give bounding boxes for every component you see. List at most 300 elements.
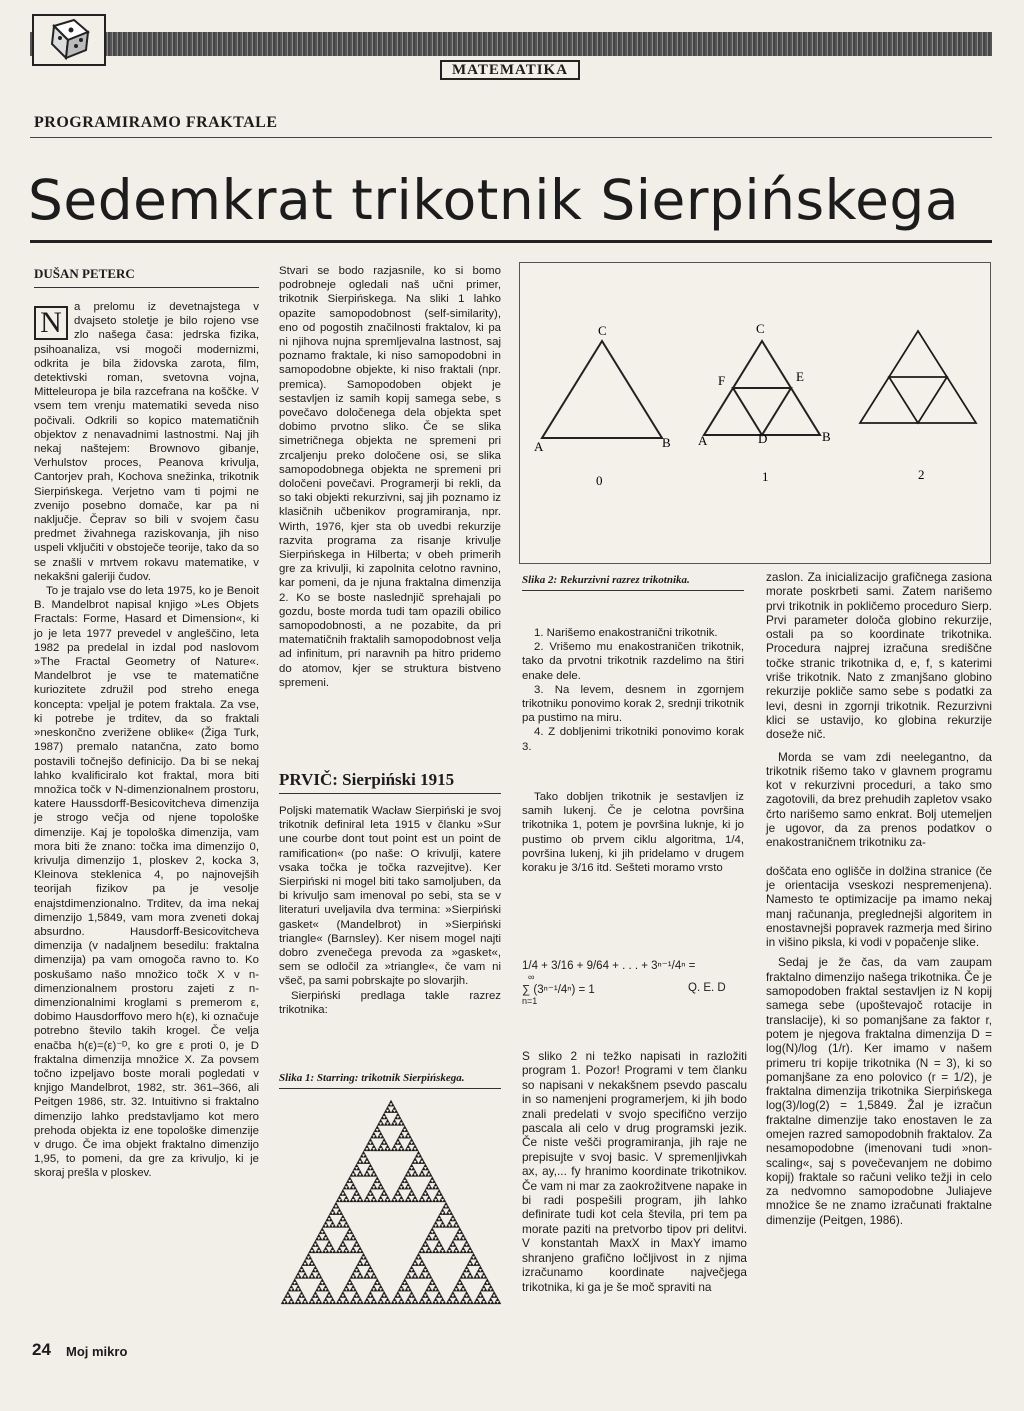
triangle-cell	[355, 1240, 358, 1243]
triangle-cell	[480, 1301, 483, 1304]
step-label: 0	[596, 473, 603, 488]
triangle-cell	[291, 1301, 294, 1304]
triangle-cell	[489, 1285, 492, 1288]
triangle-cell	[465, 1291, 468, 1294]
triangle-cell	[384, 1301, 387, 1304]
triangle-cell	[367, 1199, 370, 1202]
triangle-cell	[360, 1256, 363, 1259]
triangle-cell	[376, 1177, 379, 1180]
triangle-cell	[415, 1154, 418, 1157]
triangle-cell	[346, 1288, 349, 1291]
triangle-cell	[298, 1301, 301, 1304]
triangle-cell	[355, 1291, 358, 1294]
kicker: PROGRAMIRAMO FRAKTALE	[34, 114, 278, 131]
triangle-cell	[432, 1250, 435, 1253]
triangle-cell	[406, 1196, 409, 1199]
triangle-cell	[309, 1263, 312, 1266]
triangle-cell	[477, 1301, 480, 1304]
triangle-cell	[439, 1294, 442, 1297]
paragraph: zaslon. Za inicializacijo grafičnega zasiona morate poskrbeti sami. Zatem narišemo prvi trikotnik in pokličemo proceduro Sierp. Prvi parameter določa globino rekurzije, ostali pa so koordinate trikotnika. Procedura najprej izračuna središčne točke stranic trikotnika d, e, f, s katerimi vriše trikotnik. Nato z zmanjšano globino rekurzije pokliče samo sebe s podatki za levi, desni in zgornji trikotnik. Rezurzivni klici se ustavijo, ko globina rekurzije doseže nič.	[766, 570, 992, 742]
triangle-cell	[326, 1288, 329, 1291]
triangle-cell	[467, 1269, 470, 1272]
triangle-cell	[315, 1294, 318, 1297]
triangle-cell	[346, 1180, 349, 1183]
triangle-cell	[370, 1275, 373, 1278]
triangle-cell	[434, 1298, 437, 1301]
triangle-cell	[420, 1298, 423, 1301]
triangle-cell	[449, 1294, 452, 1297]
triangle-cell	[456, 1237, 459, 1240]
triangle-cell	[424, 1291, 427, 1294]
triangle-cell	[322, 1282, 325, 1285]
triangle-cell	[331, 1298, 334, 1301]
triangle-cell	[291, 1282, 294, 1285]
triangle-cell	[351, 1170, 354, 1173]
triangle-cell	[479, 1266, 482, 1269]
triangle-cell	[334, 1202, 337, 1205]
triangle-cell	[393, 1145, 396, 1148]
triangle-cell	[336, 1205, 339, 1208]
triangle-cell	[336, 1301, 339, 1304]
triangle-cell	[455, 1298, 458, 1301]
triangle-cell	[365, 1170, 368, 1173]
triangle-cell	[339, 1218, 342, 1221]
triangle-cell	[382, 1291, 385, 1294]
triangle-cell	[432, 1282, 435, 1285]
triangle-cell	[393, 1298, 396, 1301]
subheading: PRVIČ: Sierpiński 1915	[279, 770, 501, 794]
triangle-cell	[345, 1247, 348, 1250]
triangle-cell	[300, 1266, 303, 1269]
triangle-cell	[339, 1199, 342, 1202]
triangle-cell	[324, 1298, 327, 1301]
triangle-cell	[453, 1237, 456, 1240]
triangle-cell	[470, 1275, 473, 1278]
triangle-cell	[372, 1196, 375, 1199]
triangle-cell	[343, 1199, 346, 1202]
series-formula	[522, 958, 762, 1006]
triangle-cell	[477, 1269, 480, 1272]
triangle-cell	[463, 1237, 466, 1240]
figure-2-caption: Slika 2: Rekurzivni razrez trikotnika.	[522, 574, 744, 591]
triangle-cell	[350, 1237, 353, 1240]
triangle-cell	[377, 1282, 380, 1285]
triangle-cell	[370, 1269, 373, 1272]
triangle-cell	[413, 1259, 416, 1262]
paragraph: Poljski matematik Wacław Sierpiński je svoj trikotnik definiral leta 1915 v članku »Sur une courbe dont tout point est un point de ramification« (po naše: O krivulji, katere vsaka točka je točka razvejitve). Ker Sierpiński ni mogel biti tako samoljuben, da bi krivuljo sam imenoval po sebi, sta se v literaturi uveljavila dva termina: »Sierpiński gasket« (Mandelbrot) in »Sierpiński triangle« (Barnsley). Ker nisem mogel najti dobro zvenečega prevoda za »gasket«, sem se odločil za »triangle«, če vam ni všeč, pa sami pobrskajte po slovarjih.	[279, 805, 501, 988]
triangle-cell	[408, 1186, 411, 1189]
triangle-cell	[451, 1215, 454, 1218]
triangle-cell	[367, 1275, 370, 1278]
triangle-cell	[498, 1301, 501, 1304]
triangle-cell	[446, 1205, 449, 1208]
triangle-cell	[357, 1294, 360, 1297]
triangle-cell	[429, 1250, 432, 1253]
triangle-cell	[406, 1145, 409, 1148]
triangle-cell	[382, 1113, 385, 1116]
triangle-cell	[360, 1199, 363, 1202]
triangle-cell	[365, 1196, 368, 1199]
triangle-cell	[326, 1218, 329, 1221]
triangle-cell	[305, 1256, 308, 1259]
triangle-cell	[312, 1263, 315, 1266]
magazine-name: Moj mikro	[66, 1344, 128, 1359]
triangle-cell	[357, 1301, 360, 1304]
triangle-cell	[410, 1291, 413, 1294]
triangle-cell	[298, 1269, 301, 1272]
triangle-cell	[367, 1263, 370, 1266]
triangle-cell	[429, 1186, 432, 1189]
triangle-cell	[475, 1298, 478, 1301]
triangle-cell	[379, 1119, 382, 1122]
triangle-cell	[406, 1285, 409, 1288]
triangle-cell	[432, 1288, 435, 1291]
triangle-cell	[345, 1183, 348, 1186]
triangle-cell	[425, 1275, 428, 1278]
formula-line: 1/4 + 3/16 + 9/64 + . . . + 3ⁿ⁻¹/4ⁿ =	[522, 960, 696, 972]
triangle-cell	[408, 1135, 411, 1138]
triangle-cell	[470, 1263, 473, 1266]
triangle-cell	[336, 1212, 339, 1215]
triangle-cell	[367, 1294, 370, 1297]
triangle-cell	[317, 1285, 320, 1288]
triangle-cell	[394, 1192, 397, 1195]
triangle-cell	[401, 1199, 404, 1202]
triangle-cell	[439, 1224, 442, 1227]
triangle-cell	[425, 1237, 428, 1240]
triangle-cell	[305, 1301, 308, 1304]
triangle-cell	[377, 1122, 380, 1125]
triangle-cell	[374, 1173, 377, 1176]
formula-limit: ∞	[528, 972, 535, 982]
triangle-cell	[350, 1282, 353, 1285]
triangle-cell	[408, 1167, 411, 1170]
triangle-cell	[422, 1173, 425, 1176]
triangle-cell	[396, 1189, 399, 1192]
triangle-cell	[353, 1288, 356, 1291]
triangle-cell	[393, 1106, 396, 1109]
triangle-cell	[339, 1301, 342, 1304]
triangle-cell	[441, 1196, 444, 1199]
triangle-cell	[322, 1288, 325, 1291]
triangle-cell	[310, 1298, 313, 1301]
triangle-cell	[350, 1180, 353, 1183]
triangle-cell	[357, 1275, 360, 1278]
triangle-cell	[358, 1196, 361, 1199]
triangle-cell	[477, 1275, 480, 1278]
triangle-cell	[460, 1275, 463, 1278]
article-column-4	[766, 570, 992, 1227]
section-label: MATEMATIKA	[440, 60, 580, 80]
triangle-cell	[362, 1151, 365, 1154]
triangle-cell	[460, 1250, 463, 1253]
triangle-cell	[420, 1170, 423, 1173]
triangle-cell	[413, 1157, 416, 1160]
triangle-cell	[406, 1183, 409, 1186]
triangle-cell	[303, 1272, 306, 1275]
triangle-cell	[394, 1294, 397, 1297]
triangle-cell	[439, 1192, 442, 1195]
triangle-cell	[381, 1288, 384, 1291]
triangle-cell	[429, 1199, 432, 1202]
triangle-cell	[353, 1250, 356, 1253]
triangle-cell	[436, 1294, 439, 1297]
triangle-cell	[432, 1199, 435, 1202]
triangle-cell	[422, 1250, 425, 1253]
triangle-cell	[441, 1247, 444, 1250]
triangle-cell	[424, 1240, 427, 1243]
triangle-cell	[401, 1282, 404, 1285]
triangle-cell	[432, 1224, 435, 1227]
triangle-cell	[427, 1170, 430, 1173]
triangle-cell	[377, 1288, 380, 1291]
paragraph: Sierpiński predlaga takle razrez trikotnika:	[279, 989, 501, 1016]
triangle-cell	[417, 1253, 420, 1256]
triangle-cell	[319, 1301, 322, 1304]
triangle-cell	[346, 1282, 349, 1285]
triangle-cell	[333, 1212, 336, 1215]
triangle-cell	[312, 1250, 315, 1253]
triangle-cell	[419, 1173, 422, 1176]
triangle-cell	[889, 331, 947, 377]
triangle-cell	[338, 1221, 341, 1224]
triangle-cell	[406, 1272, 409, 1275]
paragraph: doščata eno oglišče in dolžina stranice (če je orientacija vseskozi nespremenjena). Namesto te optimizacije pa imamo nekaj manj računanja, preglednejši algoritem in enostavnejši popravek razmerja med širino in višino piksla, ki vodi v popačenje slike.	[766, 863, 992, 950]
triangle-cell	[491, 1301, 494, 1304]
triangle-cell	[460, 1237, 463, 1240]
triangle-cell	[398, 1301, 401, 1304]
triangle-cell	[309, 1256, 312, 1259]
triangle-cell	[303, 1298, 306, 1301]
triangle-cell	[443, 1250, 446, 1253]
triangle-cell	[429, 1301, 432, 1304]
triangle-cell	[474, 1256, 477, 1259]
triangle-cell	[346, 1199, 349, 1202]
triangle-cell	[315, 1288, 318, 1291]
triangle-cell	[336, 1199, 339, 1202]
triangle-cell	[296, 1298, 299, 1301]
vertex-label: A	[698, 433, 708, 448]
triangle-cell	[370, 1135, 373, 1138]
triangle-cell	[360, 1301, 363, 1304]
triangle-cell	[319, 1275, 322, 1278]
triangle-cell	[408, 1275, 411, 1278]
triangle-cell	[353, 1192, 356, 1195]
triangle-cell	[432, 1186, 435, 1189]
triangle-cell	[439, 1250, 442, 1253]
triangle-cell	[288, 1301, 291, 1304]
triangle-cell	[405, 1148, 408, 1151]
triangle-cell	[381, 1192, 384, 1195]
triangle-cell	[333, 1301, 336, 1304]
triangle-cell	[379, 1196, 382, 1199]
triangle-cell	[427, 1247, 430, 1250]
triangle-cell	[477, 1263, 480, 1266]
triangle-cell	[455, 1285, 458, 1288]
triangle-cell	[370, 1173, 373, 1176]
step-item: 4. Z dobljenimi trikotniki ponovimo korak 3.	[522, 726, 744, 753]
triangle-cell	[439, 1199, 442, 1202]
triangle-cell	[372, 1132, 375, 1135]
triangle-cell	[441, 1221, 444, 1224]
triangle-cell	[386, 1196, 389, 1199]
triangle-cell	[472, 1253, 475, 1256]
triangle-cell	[436, 1199, 439, 1202]
triangle-cell	[377, 1186, 380, 1189]
triangle-cell	[357, 1192, 360, 1195]
triangle-cell	[394, 1116, 397, 1119]
triangle-cell	[286, 1291, 289, 1294]
triangle-cell	[406, 1298, 409, 1301]
triangle-cell	[364, 1263, 367, 1266]
formula-line: ∑ (3ⁿ⁻¹/4ⁿ) = 1	[522, 984, 595, 996]
triangle-cell	[425, 1167, 428, 1170]
triangle-cell	[437, 1291, 440, 1294]
triangle-cell	[346, 1224, 349, 1227]
triangle-cell	[419, 1256, 422, 1259]
triangle-cell	[456, 1224, 459, 1227]
triangle-cell	[358, 1272, 361, 1275]
triangle-cell	[432, 1180, 435, 1183]
triangle-cell	[889, 377, 947, 423]
triangle-cell	[319, 1250, 322, 1253]
triangle-cell	[429, 1275, 432, 1278]
triangle-cell	[355, 1164, 358, 1167]
triangle-cell	[336, 1224, 339, 1227]
triangle-cell	[324, 1247, 327, 1250]
triangle-cell	[439, 1301, 442, 1304]
triangle-cell	[303, 1259, 306, 1262]
triangle-cell	[424, 1266, 427, 1269]
triangle-cell	[391, 1301, 394, 1304]
triangle-cell	[345, 1298, 348, 1301]
triangle-cell	[405, 1173, 408, 1176]
triangle-cell	[425, 1294, 428, 1297]
triangle-cell	[326, 1224, 329, 1227]
triangle-cell	[348, 1228, 351, 1231]
triangle-cell	[401, 1129, 404, 1132]
triangle-cell	[386, 1119, 389, 1122]
triangle-cell	[489, 1298, 492, 1301]
triangle-cell	[860, 377, 918, 423]
triangle-cell	[381, 1186, 384, 1189]
triangle-cell	[309, 1275, 312, 1278]
triangle-cell	[374, 1275, 377, 1278]
triangle-cell	[362, 1253, 365, 1256]
triangle-cell	[446, 1224, 449, 1227]
triangle-cell	[369, 1291, 372, 1294]
triangle-cell	[384, 1116, 387, 1119]
triangle-cell	[415, 1301, 418, 1304]
triangle-cell	[465, 1266, 468, 1269]
triangle-cell	[467, 1294, 470, 1297]
triangle-cell	[420, 1259, 423, 1262]
article-column-3	[522, 626, 744, 754]
triangle-cell	[293, 1279, 296, 1282]
triangle-cell	[408, 1141, 411, 1144]
triangle-cell	[315, 1243, 318, 1246]
triangle-cell	[461, 1247, 464, 1250]
triangle-cell	[346, 1237, 349, 1240]
triangle-cell	[370, 1288, 373, 1291]
triangle-cell	[401, 1288, 404, 1291]
triangle-cell	[394, 1148, 397, 1151]
triangle-cell	[398, 1186, 401, 1189]
triangle-cell	[305, 1263, 308, 1266]
author: DUŠAN PETERC	[34, 266, 135, 281]
triangle-cell	[427, 1272, 430, 1275]
triangle-cell	[343, 1218, 346, 1221]
triangle-cell	[422, 1243, 425, 1246]
triangle-cell	[360, 1173, 363, 1176]
triangle-cell	[345, 1196, 348, 1199]
triangle-cell	[412, 1294, 415, 1297]
triangle-cell	[384, 1148, 387, 1151]
triangle-cell	[315, 1301, 318, 1304]
triangle-cell	[439, 1218, 442, 1221]
triangle-cell	[331, 1247, 334, 1250]
triangle-cell	[298, 1294, 301, 1297]
triangle-cell	[468, 1272, 471, 1275]
triangle-cell	[436, 1288, 439, 1291]
triangle-cell	[315, 1237, 318, 1240]
triangle-cell	[343, 1294, 346, 1297]
triangle-cell	[448, 1208, 451, 1211]
triangle-cell	[494, 1301, 497, 1304]
triangle-cell	[381, 1301, 384, 1304]
triangle-cell	[408, 1288, 411, 1291]
vertex-label: E	[796, 369, 804, 384]
triangle-cell	[346, 1186, 349, 1189]
triangle-cell	[461, 1272, 464, 1275]
triangle-cell	[369, 1189, 372, 1192]
triangle-cell	[405, 1282, 408, 1285]
triangle-cell	[290, 1298, 293, 1301]
triangle-cell	[394, 1122, 397, 1125]
triangle-cell	[326, 1301, 329, 1304]
triangle-cell	[474, 1301, 477, 1304]
triangle-cell	[415, 1199, 418, 1202]
triangle-cell	[343, 1288, 346, 1291]
triangle-cell	[401, 1301, 404, 1304]
divider	[30, 240, 992, 243]
triangle-cell	[467, 1301, 470, 1304]
triangle-cell	[401, 1148, 404, 1151]
triangle-cell	[436, 1301, 439, 1304]
triangle-cell	[339, 1294, 342, 1297]
triangle-cell	[358, 1170, 361, 1173]
triangle-cell	[484, 1288, 487, 1291]
triangle-cell	[425, 1173, 428, 1176]
triangle-cell	[460, 1282, 463, 1285]
triangle-cell	[427, 1234, 430, 1237]
triangle-cell	[372, 1183, 375, 1186]
triangle-cell	[424, 1164, 427, 1167]
triangle-cell	[434, 1247, 437, 1250]
triangle-cell	[415, 1161, 418, 1164]
triangle-cell	[394, 1199, 397, 1202]
triangle-cell	[369, 1138, 372, 1141]
triangle-cell	[367, 1148, 370, 1151]
triangle-cell	[321, 1279, 324, 1282]
triangle-cell	[309, 1301, 312, 1304]
triangle-cell	[463, 1288, 466, 1291]
triangle-cell	[437, 1240, 440, 1243]
triangle-cell	[302, 1263, 305, 1266]
triangle-cell	[420, 1157, 423, 1160]
triangle-cell	[460, 1301, 463, 1304]
triangle-cell	[355, 1189, 358, 1192]
